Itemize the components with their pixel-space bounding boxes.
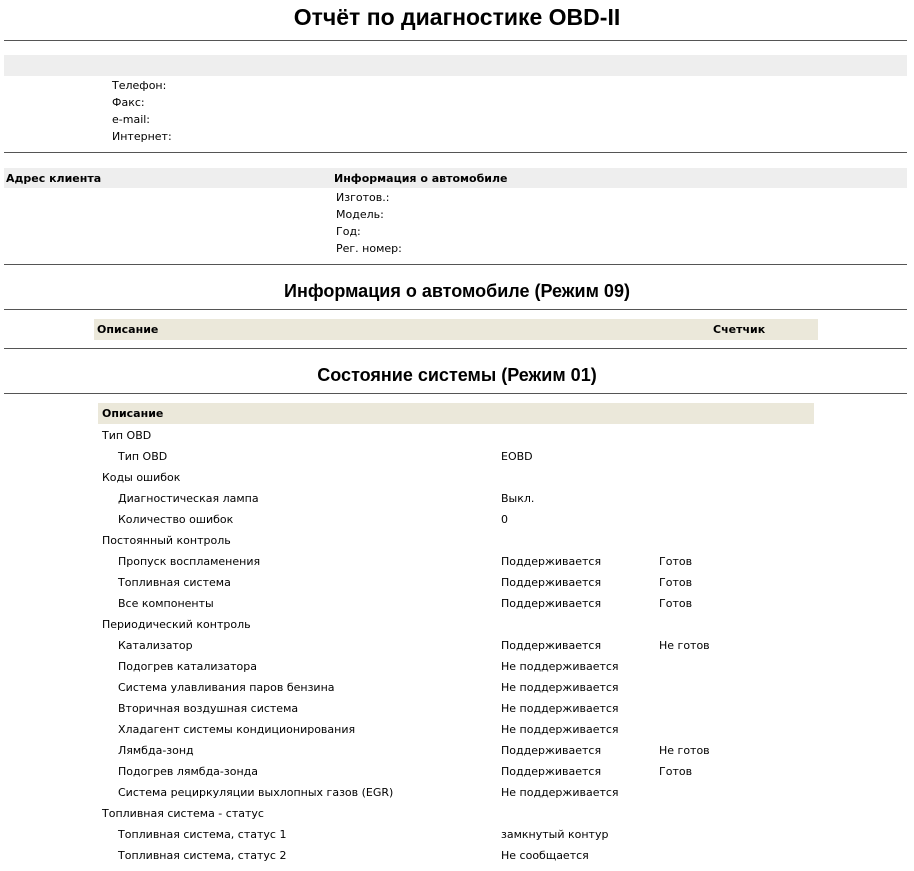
row-status: Готов — [659, 597, 693, 610]
row-label: Топливная система, статус 2 — [118, 849, 287, 862]
table-row — [0, 446, 914, 467]
client-address-header: Адрес клиента — [6, 172, 102, 185]
row-label: Все компоненты — [118, 597, 214, 610]
table-row — [0, 845, 914, 866]
mode01-title: Состояние системы (Режим 01) — [317, 365, 597, 385]
group-label: Периодический контроль — [102, 618, 251, 631]
divider — [4, 309, 907, 310]
row-status: Не готов — [659, 744, 710, 757]
email-label: e-mail: — [112, 113, 151, 126]
mode09-col-counter: Счетчик — [713, 323, 766, 336]
table-row — [0, 593, 914, 614]
row-value: Поддерживается — [501, 576, 602, 589]
group-label: Постоянный контроль — [102, 534, 231, 547]
table-row — [0, 698, 914, 719]
group-label: Топливная система - статус — [102, 807, 264, 820]
group-label: Тип OBD — [102, 429, 152, 442]
row-label: Топливная система — [118, 576, 231, 589]
row-label: Система рециркуляции выхлопных газов (EGR) — [118, 786, 394, 799]
table-row — [0, 509, 914, 530]
row-value: Поддерживается — [501, 555, 602, 568]
row-label: Пропуск воспламенения — [118, 555, 261, 568]
row-value: Поддерживается — [501, 765, 602, 778]
table-row — [0, 530, 914, 551]
row-value: Поддерживается — [501, 639, 602, 652]
table-row — [0, 656, 914, 677]
row-value: Поддерживается — [501, 597, 602, 610]
table-row — [0, 635, 914, 656]
row-label: Катализатор — [118, 639, 193, 652]
row-value: Выкл. — [501, 492, 535, 505]
divider — [4, 152, 907, 153]
row-label: Хладагент системы кондиционирования — [118, 723, 356, 736]
table-row — [0, 719, 914, 740]
report-title: Отчёт по диагностике OBD-II — [293, 4, 621, 30]
table-row — [0, 803, 914, 824]
phone-label: Телефон: — [112, 79, 167, 92]
row-status: Не готов — [659, 639, 710, 652]
row-label: Диагностическая лампа — [118, 492, 259, 505]
vehicle-info-header: Информация о автомобиле — [334, 172, 508, 185]
row-label: Система улавливания паров бензина — [118, 681, 335, 694]
row-value: Поддерживается — [501, 744, 602, 757]
year-label: Год: — [336, 225, 361, 238]
internet-label: Интернет: — [112, 130, 172, 143]
mode09-table-header — [94, 319, 818, 340]
table-row — [0, 425, 914, 446]
mode09-col-description: Описание — [97, 323, 159, 336]
row-label: Подогрев лямбда-зонда — [118, 765, 259, 778]
table-row — [0, 824, 914, 845]
row-label: Вторичная воздушная система — [118, 702, 299, 715]
make-label: Изготов.: — [336, 191, 390, 204]
table-row — [0, 551, 914, 572]
row-value: 0 — [501, 513, 508, 526]
table-row — [0, 614, 914, 635]
group-label: Коды ошибок — [102, 471, 181, 484]
reg-number-label: Рег. номер: — [336, 242, 402, 255]
mode01-table-header — [98, 403, 814, 424]
row-value: замкнутый контур — [501, 828, 609, 841]
mode09-title: Информация о автомобиле (Режим 09) — [284, 281, 630, 301]
fax-label: Факс: — [112, 96, 145, 109]
row-label: Топливная система, статус 1 — [118, 828, 287, 841]
divider — [4, 348, 907, 349]
row-status: Готов — [659, 576, 693, 589]
row-value: Не поддерживается — [501, 723, 619, 736]
table-row — [0, 782, 914, 803]
table-row — [0, 761, 914, 782]
table-row — [0, 467, 914, 488]
row-value: Не сообщается — [501, 849, 589, 862]
row-status: Готов — [659, 765, 693, 778]
table-row — [0, 572, 914, 593]
row-label: Лямбда-зонд — [118, 744, 194, 757]
mode01-col-description: Описание — [102, 407, 164, 420]
row-status: Готов — [659, 555, 693, 568]
contact-band — [4, 55, 907, 76]
table-row — [0, 740, 914, 761]
model-label: Модель: — [336, 208, 384, 221]
divider — [4, 40, 907, 41]
divider — [4, 264, 907, 265]
row-label: Подогрев катализатора — [118, 660, 258, 673]
row-value: Не поддерживается — [501, 681, 619, 694]
table-row — [0, 677, 914, 698]
row-label: Количество ошибок — [118, 513, 234, 526]
row-value: Не поддерживается — [501, 660, 619, 673]
row-value: EOBD — [501, 450, 533, 463]
row-value: Не поддерживается — [501, 702, 619, 715]
row-label: Тип OBD — [118, 450, 168, 463]
table-row — [0, 488, 914, 509]
row-value: Не поддерживается — [501, 786, 619, 799]
divider — [4, 393, 907, 394]
